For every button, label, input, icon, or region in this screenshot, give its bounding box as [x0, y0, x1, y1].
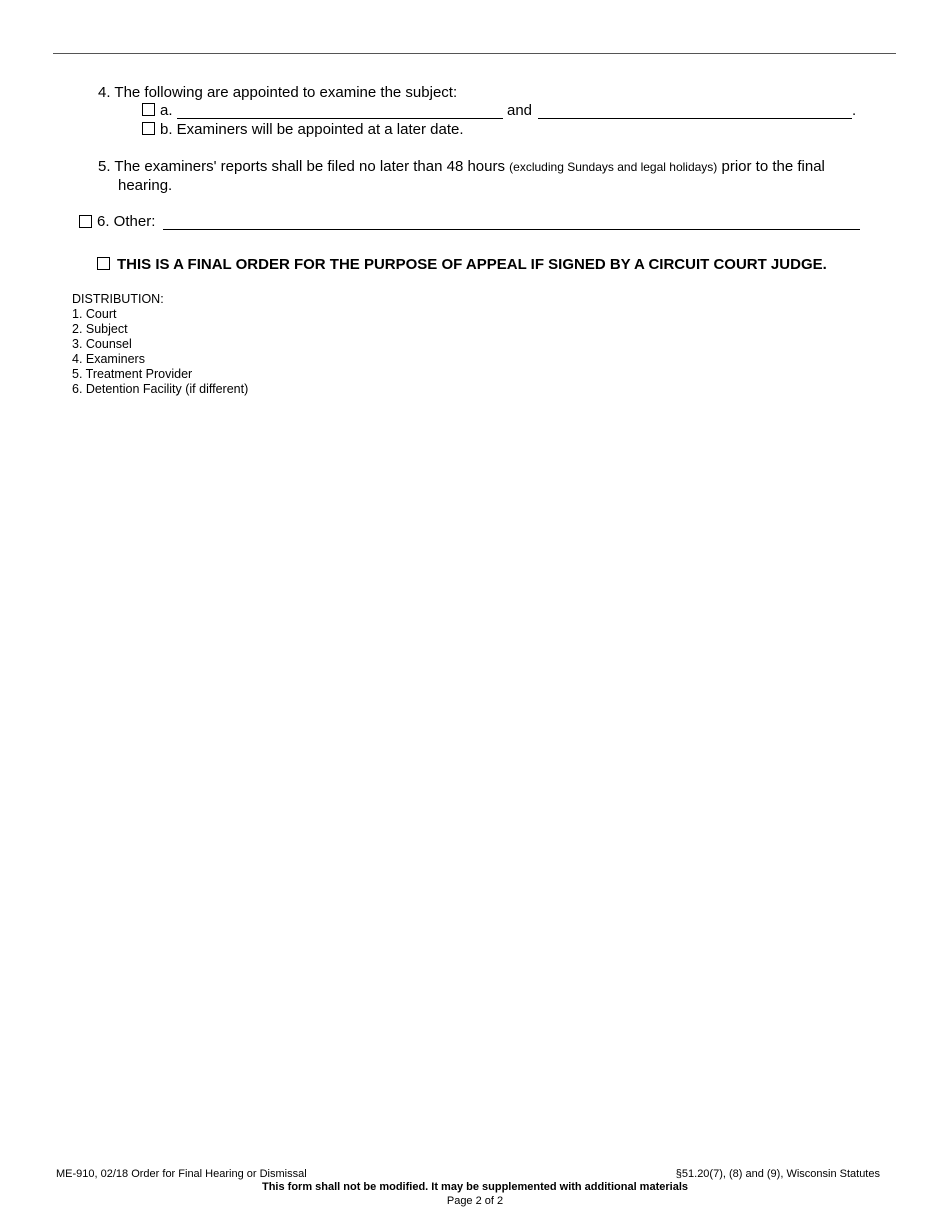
footer-notice: This form shall not be modified. It may be supplemented with additional materials: [261, 1181, 688, 1193]
item5-text-start: 5. The examiners' reports shall be filed no later than 48 hours: [98, 158, 505, 175]
distribution-heading: DISTRIBUTION:: [72, 292, 164, 306]
item5-line1: [98, 158, 825, 176]
distribution-item: 5. Treatment Provider: [72, 367, 193, 381]
final-order-checkbox[interactable]: [97, 257, 110, 270]
end-period: .: [852, 102, 857, 119]
distribution-item: 4. Examiners: [72, 352, 145, 366]
option-a-label: a.: [160, 102, 173, 119]
examiner-2-field[interactable]: [538, 118, 852, 119]
distribution-item: 3. Counsel: [72, 337, 132, 351]
examiner-1-field[interactable]: [177, 118, 503, 119]
other-field[interactable]: [163, 229, 860, 230]
distribution-item: 2. Subject: [72, 322, 128, 336]
header-rule: [53, 53, 896, 54]
distribution-item: 1. Court: [72, 307, 117, 321]
other-label: 6. Other:: [97, 213, 156, 230]
and-text: and: [507, 102, 533, 119]
item4-text: 4. The following are appointed to examine the subject:: [98, 84, 458, 101]
option-b-checkbox[interactable]: [142, 122, 155, 135]
item5-line2: hearing.: [118, 177, 173, 194]
item5-text-end: prior to the final: [721, 158, 825, 175]
footer-page-number: Page 2 of 2: [446, 1195, 504, 1207]
footer-statutes: §51.20(7), (8) and (9), Wisconsin Statutes: [675, 1168, 880, 1180]
final-order-text: THIS IS A FINAL ORDER FOR THE PURPOSE OF APPEAL IF SIGNED BY A CIRCUIT COURT JUDGE.: [117, 256, 827, 273]
option-b-label: b. Examiners will be appointed at a later date.: [160, 121, 464, 138]
other-checkbox[interactable]: [79, 215, 92, 228]
footer-form-id: ME-910, 02/18 Order for Final Hearing or Dismissal: [56, 1168, 307, 1180]
option-a-checkbox[interactable]: [142, 103, 155, 116]
distribution-block: [72, 292, 248, 397]
item5-text-small: (excluding Sundays and legal holidays): [509, 160, 718, 174]
distribution-item: 6. Detention Facility (if different): [72, 382, 249, 396]
